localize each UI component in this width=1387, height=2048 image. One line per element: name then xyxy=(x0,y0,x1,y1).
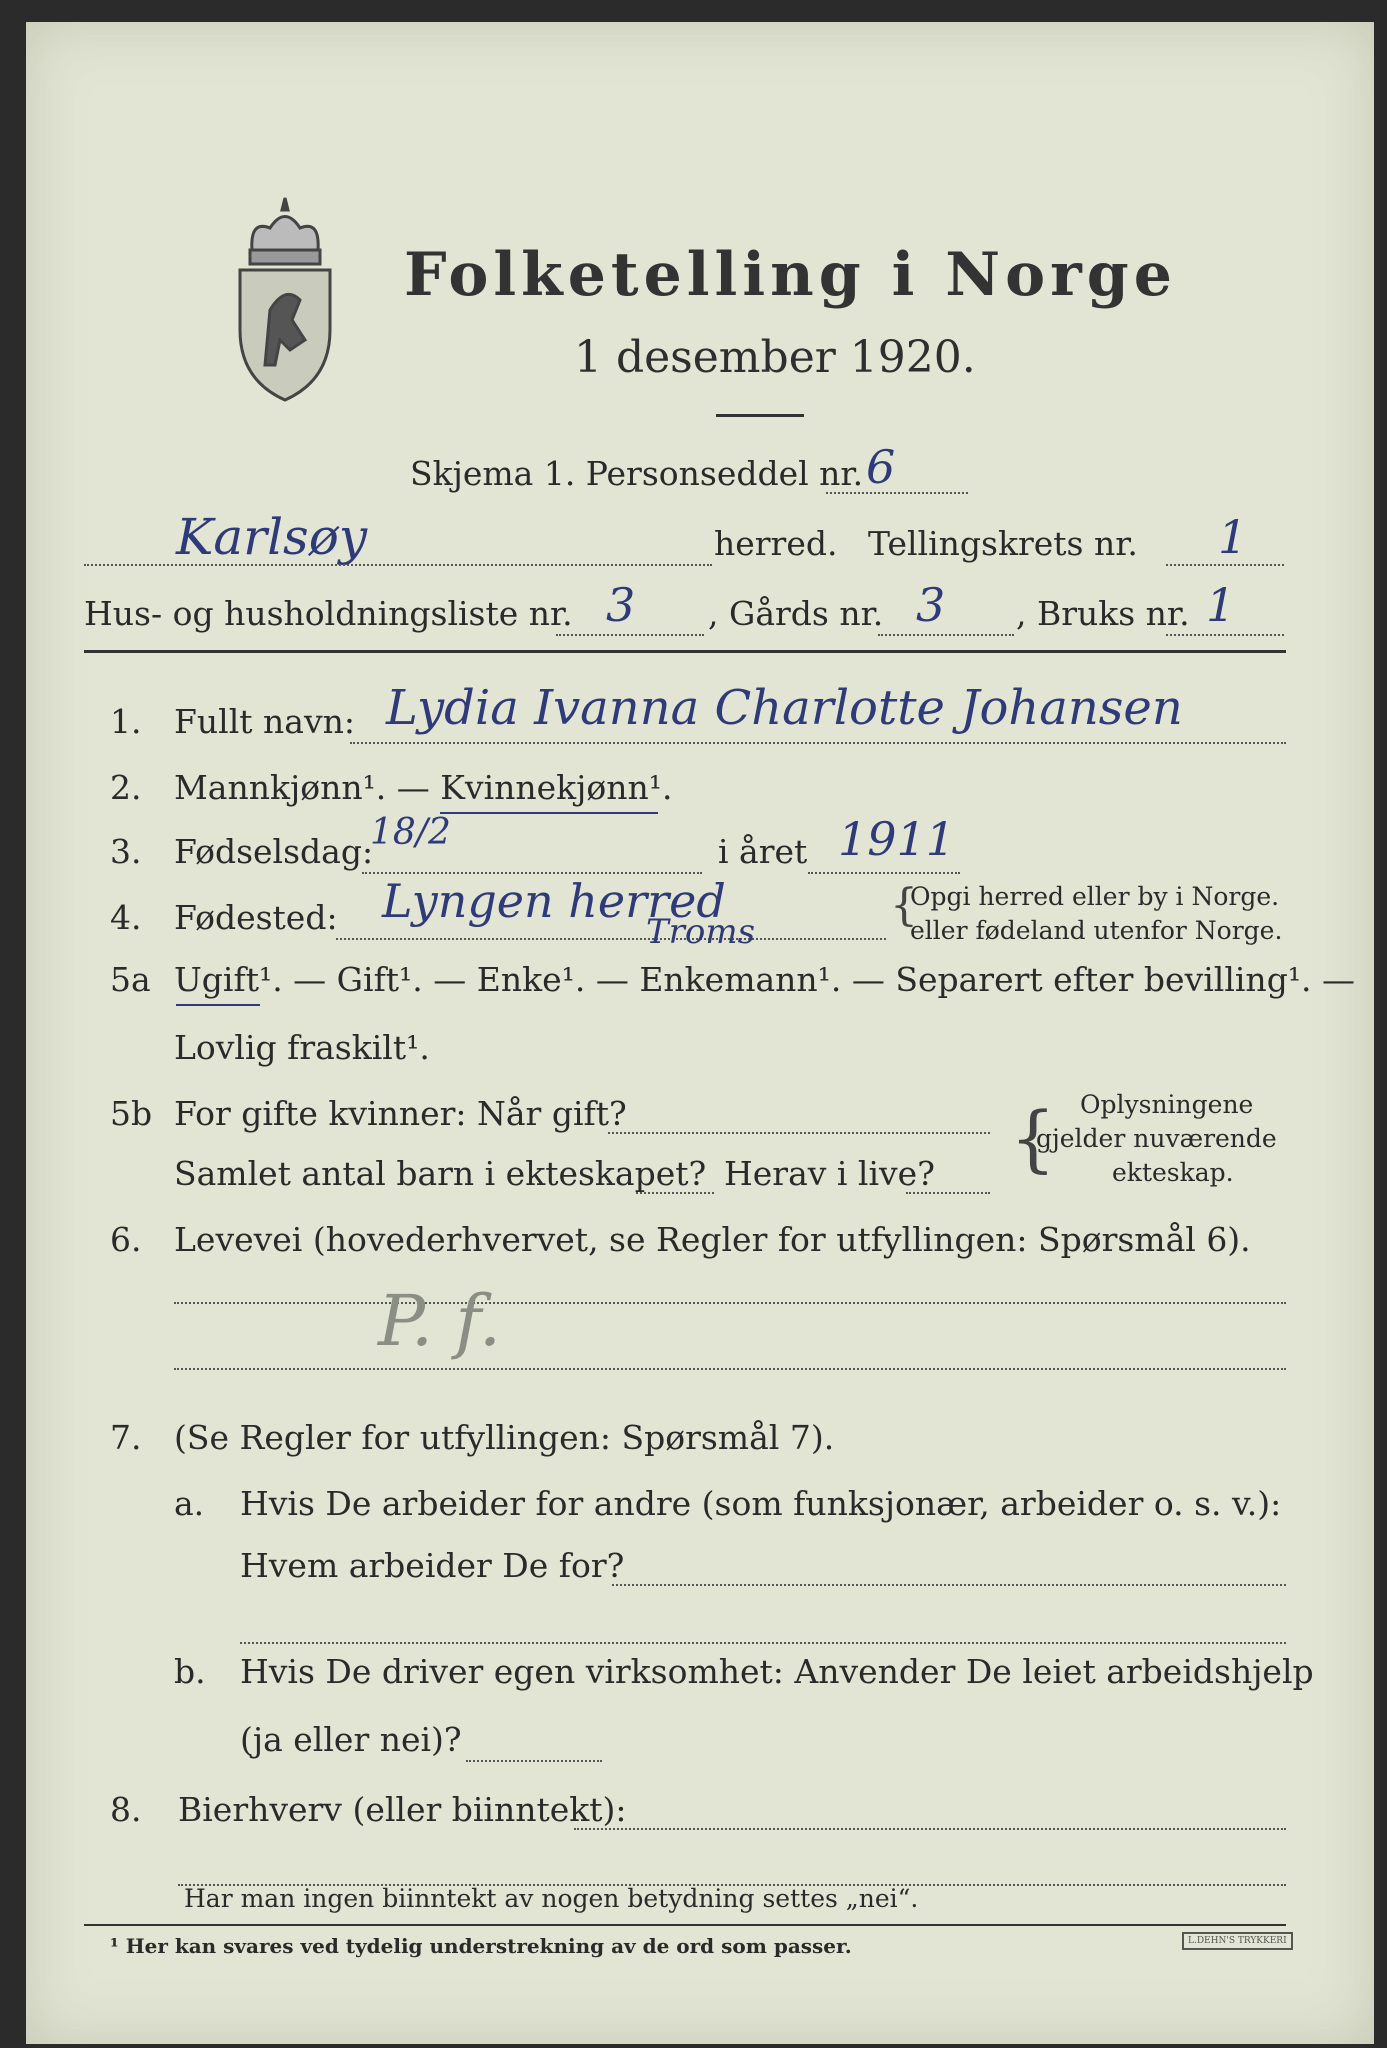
q7a-number: a. xyxy=(174,1484,205,1523)
married-when-line xyxy=(608,1132,990,1134)
married-when-label: For gifte kvinner: Når gift? xyxy=(174,1094,627,1133)
employer-line-2 xyxy=(240,1642,1286,1644)
bruks-value[interactable]: 1 xyxy=(1206,578,1236,632)
occupation-line-2 xyxy=(174,1368,1286,1370)
q7b-number: b. xyxy=(174,1652,206,1691)
note-brace: { xyxy=(890,880,918,931)
occupation-line-1 xyxy=(174,1302,1286,1304)
bruks-line xyxy=(1166,634,1284,636)
census-form xyxy=(26,22,1374,2044)
side-income-note: Har man ingen biinntekt av nogen betydning settes „nei“. xyxy=(184,1884,919,1913)
birthyear-label: i året xyxy=(718,832,808,871)
gards-line xyxy=(878,634,1014,636)
birthplace-note-2: eller fødeland utenfor Norge. xyxy=(910,916,1283,945)
side-income-line-1 xyxy=(574,1828,1286,1830)
side-income-label: Bierhverv (eller biinntekt): xyxy=(178,1790,627,1829)
full-name-label: Fullt navn: xyxy=(174,702,355,741)
birthyear-value[interactable]: 1911 xyxy=(838,812,956,866)
children-alive-label: Herav i live? xyxy=(724,1154,935,1193)
birthplace-label: Fødested: xyxy=(174,898,338,937)
gender-underline xyxy=(440,812,658,814)
footnote-rule xyxy=(84,1924,1286,1926)
full-name-value[interactable]: Lydia Ivanna Charlotte Johansen xyxy=(386,680,1183,736)
footnote: ¹ Her kan svares ved tydelig understrekning av de ord som passer. xyxy=(110,1934,852,1958)
husliste-value[interactable]: 3 xyxy=(606,578,636,632)
bruks-label: , Bruks nr. xyxy=(1016,594,1190,633)
schema-label: Skjema 1. Personseddel nr. xyxy=(410,454,864,493)
q4-number: 4. xyxy=(110,898,142,937)
marriage-note-1: Oplysningene xyxy=(1080,1090,1254,1119)
tellingskrets-label: Tellingskrets nr. xyxy=(868,524,1138,563)
husliste-line xyxy=(556,634,704,636)
q3-number: 3. xyxy=(110,832,142,871)
printer-stamp: L.DEHN'S TRYKKERI xyxy=(1182,1932,1293,1950)
children-count-label: Samlet antal barn i ekteskapet? xyxy=(174,1154,707,1193)
husliste-label: Hus- og husholdningsliste nr. xyxy=(84,594,573,633)
form-title: Folketelling i Norge xyxy=(404,240,1177,310)
marriage-note-brace: { xyxy=(1010,1096,1056,1180)
herred-line xyxy=(84,564,712,566)
q6-number: 6. xyxy=(110,1220,142,1259)
section-rule xyxy=(84,650,1286,653)
marriage-note-2: gjelder nuværende xyxy=(1036,1124,1277,1153)
marital-status-options: Ugift¹. — Gift¹. — Enke¹. — Enkemann¹. — Separert efter bevilling¹. — xyxy=(174,960,1356,999)
full-name-line xyxy=(350,742,1286,744)
herred-label: herred. xyxy=(714,524,838,563)
gender-options: Mannkjønn¹. — Kvinnekjønn¹. xyxy=(174,768,673,807)
hired-help-line xyxy=(466,1760,602,1762)
tellingskrets-value[interactable]: 1 xyxy=(1218,510,1248,564)
birthplace-value[interactable]: Lyngen herred xyxy=(382,874,726,928)
coat-of-arms-icon xyxy=(230,190,340,405)
q5a-number: 5a xyxy=(110,960,151,999)
employment-label: (Se Regler for utfyllingen: Spørsmål 7). xyxy=(174,1418,835,1457)
schema-nr-line xyxy=(826,492,968,494)
q5b-number: 5b xyxy=(110,1094,153,1133)
q8-number: 8. xyxy=(110,1790,142,1829)
schema-nr-value[interactable]: 6 xyxy=(866,440,896,494)
hired-help-label: (ja eller nei)? xyxy=(240,1720,462,1759)
marital-underline xyxy=(176,1004,260,1006)
children-count-line xyxy=(636,1192,714,1194)
children-alive-line xyxy=(906,1192,990,1194)
gards-label: , Gårds nr. xyxy=(708,594,884,633)
birthplace-county-value[interactable]: Troms xyxy=(646,912,756,952)
occupation-value[interactable]: P. f. xyxy=(378,1280,502,1362)
form-date: 1 desember 1920. xyxy=(574,332,976,383)
marriage-note-3: ekteskap. xyxy=(1112,1158,1234,1187)
herred-value[interactable]: Karlsøy xyxy=(176,508,368,566)
employer-question: Hvis De arbeider for andre (som funksjonær, arbeider o. s. v.): xyxy=(240,1484,1282,1523)
employer-line-1 xyxy=(612,1584,1286,1586)
q7-number: 7. xyxy=(110,1418,142,1457)
birthyear-line xyxy=(808,872,960,874)
self-employed-question: Hvis De driver egen virksomhet: Anvender De leiet arbeidshjelp xyxy=(240,1652,1314,1691)
occupation-label: Levevei (hovederhvervet, se Regler for utfyllingen: Spørsmål 6). xyxy=(174,1220,1251,1259)
title-divider xyxy=(716,414,804,417)
gards-value[interactable]: 3 xyxy=(916,578,946,632)
q1-number: 1. xyxy=(110,702,142,741)
birthplace-note-1: Opgi herred eller by i Norge. xyxy=(910,882,1280,911)
marital-status-divorced: Lovlig fraskilt¹. xyxy=(174,1028,430,1067)
birthplace-line xyxy=(336,938,886,940)
employer-label: Hvem arbeider De for? xyxy=(240,1546,625,1585)
q2-number: 2. xyxy=(110,768,142,807)
tellingskrets-line xyxy=(1166,564,1284,566)
birthdate-label: Fødselsdag: xyxy=(174,832,374,871)
birthdate-value[interactable]: 18/2 xyxy=(370,812,451,853)
